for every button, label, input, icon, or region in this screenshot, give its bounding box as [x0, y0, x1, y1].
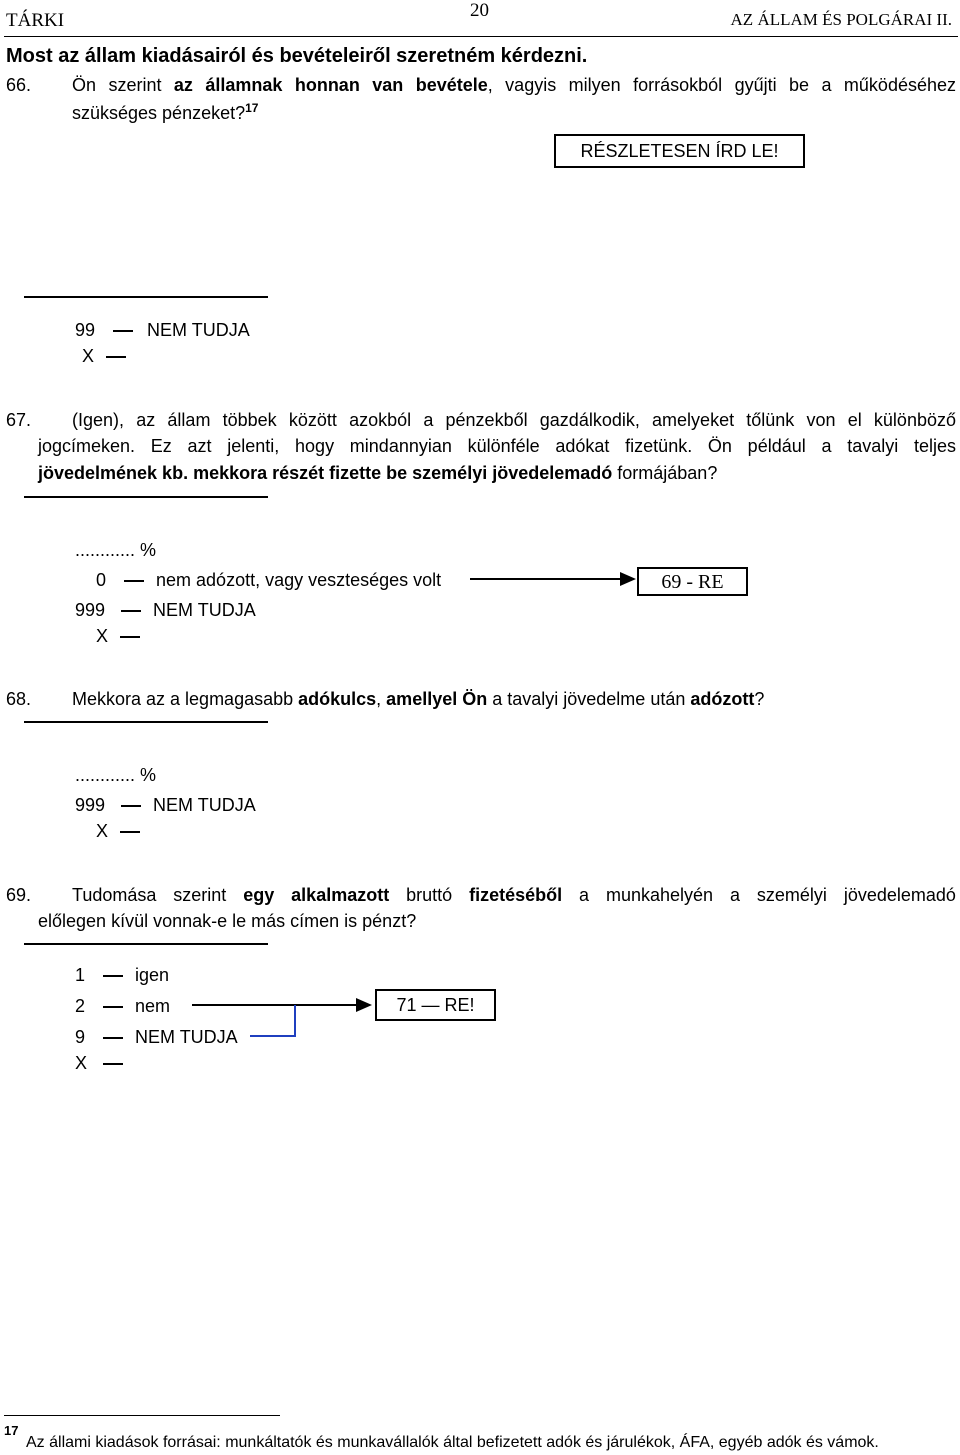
q69-line2: előlegen kívül vonnak-e le más címen is pénzt? — [38, 911, 417, 931]
q68-question: Mekkora az a legmagasabb adókulcs, amellyel Ön a tavalyi jövedelme után adózott? — [72, 689, 765, 709]
q67-option-999[interactable]: 999 NEM TUDJA — [75, 600, 256, 620]
section-intro: Most az állam kiadásairól és bevételeiről szeretném kérdezni. — [6, 45, 588, 67]
q67-line3: jövedelmének kb. mekkora részét fizette be személyi jövedelemadó formájában? — [38, 463, 718, 483]
q69-option-9[interactable]: 9 NEM TUDJA — [75, 1027, 238, 1047]
q69-number: 69. — [6, 885, 32, 905]
q66-number: 66. — [6, 75, 32, 95]
q67-line1: (Igen), az állam többek között azokból a pénzekből gazdálkodik, amelyeket tőlünk von el különböző — [72, 410, 956, 430]
q69-option-x[interactable]: X — [75, 1053, 133, 1075]
q68-option-999[interactable]: 999 NEM TUDJA — [75, 795, 256, 815]
q66-line2: szükséges pénzeket?$^{17}$ — [72, 101, 259, 123]
q66-option-99[interactable]: 99 NEM TUDJA — [75, 320, 250, 340]
q69-skip-box: 71 — RE! — [375, 989, 496, 1021]
footnote-number: 17 — [4, 1423, 19, 1438]
header-right: AZ ÁLLAM ÉS POLGÁRAI II. — [730, 10, 952, 29]
q67-skip-box: 69 - RE — [637, 567, 748, 596]
q66-instruction-box: RÉSZLETESEN ÍRD LE! — [554, 134, 805, 168]
q68-number: 68. — [6, 689, 32, 709]
q67-number: 67. — [6, 410, 32, 430]
q66-option-x[interactable]: X — [82, 346, 136, 368]
q67-option-0[interactable]: 0 nem adózott, vagy veszteséges volt — [96, 570, 442, 590]
header-left: TÁRKI — [6, 10, 65, 31]
footnote-rule — [4, 1415, 280, 1416]
q69-option-1[interactable]: 1 igen — [75, 965, 170, 985]
q69-line1: Tudomása szerint egy alkalmazott bruttó fizetéséből a munkahelyén a személyi jövedelemadó — [72, 885, 956, 905]
q68-option-x[interactable]: X — [96, 821, 150, 843]
footnote-text: Az állami kiadások forrásai: munkáltatók és munkavállalók által befizetett adók és járulékok, ÁFA, egyéb adók és vámok. — [26, 1434, 879, 1451]
q68-percent-field[interactable]: ............ % — [75, 765, 157, 785]
q66-line1: Ön szerint az államnak honnan van bevétele, vagyis milyen forrásokból gyűjti be a működéséhez — [72, 75, 956, 95]
page-number: 20 — [470, 0, 489, 21]
q69-option-2[interactable]: 2 nem — [75, 996, 171, 1016]
q67-line2: jogcímeken. Ez azt jelenti, hogy mindannyian különféle adókat fizetünk. Ön például a tavalyi teljes — [38, 436, 956, 456]
q67-option-x[interactable]: X — [96, 626, 150, 648]
q67-percent-field[interactable]: ............ % — [75, 540, 157, 560]
footnote-ref: 17 — [245, 101, 259, 115]
